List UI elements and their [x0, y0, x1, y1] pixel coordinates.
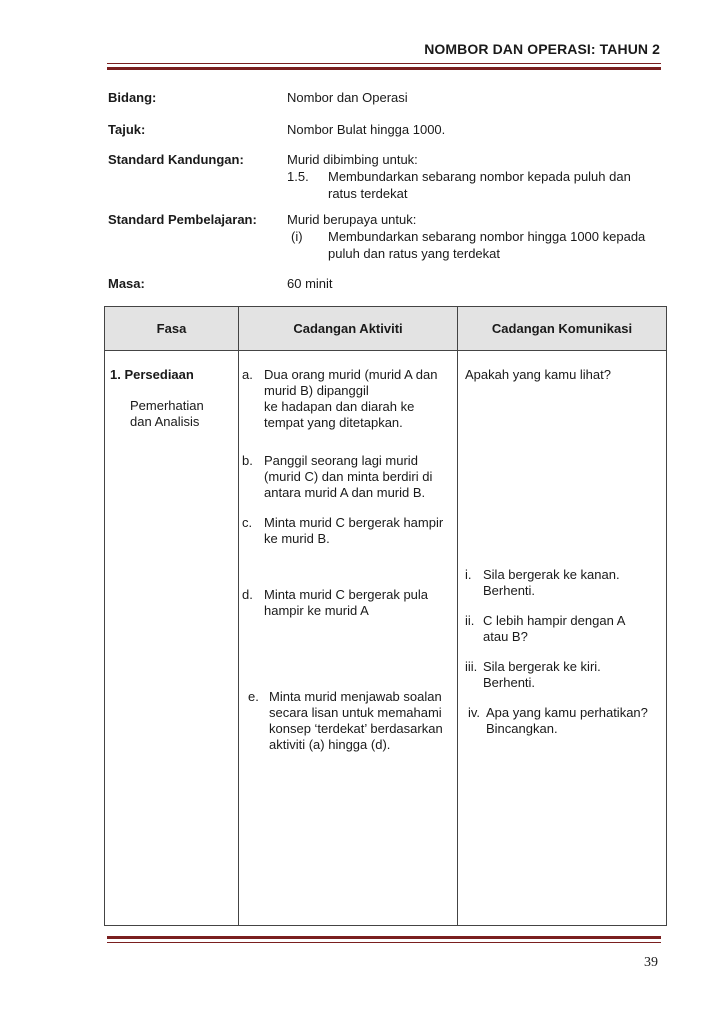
meta-sk-item [287, 168, 677, 202]
meta-sp-line1: Membundarkan sebarang nombor hingga 1000 kepada [328, 229, 646, 244]
aktiviti-c-label: c. [242, 515, 253, 530]
table-row [105, 351, 667, 926]
fasa-sub2: dan Analisis [130, 414, 200, 429]
meta-tajuk-label: Tajuk: [108, 122, 146, 137]
meta-sk-line1: Membundarkan sebarang nombor kepada puluh dan [328, 169, 631, 184]
meta-sk-line2: ratus terdekat [328, 186, 408, 201]
aktiviti-e-line: Minta murid menjawab soalan [269, 689, 442, 704]
komunikasi-iv-label: iv. [468, 705, 481, 720]
aktiviti-b-line: (murid C) dan minta berdiri di [264, 469, 433, 484]
meta-sp-value [287, 211, 677, 262]
header-rule-thick [107, 67, 661, 70]
aktiviti-b-line: Panggil seorang lagi murid [264, 453, 418, 468]
meta-masa-value: 60 minit [287, 276, 333, 291]
footer-rule-thin [107, 942, 661, 943]
aktiviti-b-text [264, 453, 432, 501]
header-fasa: Fasa [105, 307, 239, 351]
aktiviti-d-line: hampir ke murid A [264, 603, 369, 618]
meta-sk-num: 1.5. [287, 169, 309, 184]
aktiviti-c-line: ke murid B. [264, 531, 330, 546]
aktiviti-c-text [264, 515, 443, 547]
komunikasi-iv-line: Bincangkan. [486, 721, 558, 736]
meta-sp-num: (i) [291, 229, 303, 244]
aktiviti-b-label: b. [242, 453, 253, 468]
fasa-sub1: Pemerhatian [130, 398, 204, 413]
komunikasi-ii-text [483, 613, 625, 645]
komunikasi-ii-label: ii. [465, 613, 475, 628]
aktiviti-e-line: secara lisan untuk memahami [269, 705, 442, 720]
komunikasi-intro: Apakah yang kamu lihat? [465, 367, 611, 382]
komunikasi-iii-line: Sila bergerak ke kiri. [483, 659, 601, 674]
fasa-title: 1. Persediaan [110, 367, 194, 382]
page-number: 39 [644, 955, 658, 970]
header-rule-thin [107, 63, 661, 64]
aktiviti-d-label: d. [242, 587, 253, 602]
komunikasi-iii-label: iii. [465, 659, 478, 674]
aktiviti-a-text [264, 367, 437, 431]
aktiviti-a-line: ke hadapan dan diarah ke [264, 399, 415, 414]
meta-sk-label: Standard Kandungan: [108, 152, 244, 167]
aktiviti-e-line: aktiviti (a) hingga (d). [269, 737, 391, 752]
komunikasi-i-line: Sila bergerak ke kanan. [483, 567, 620, 582]
meta-sp-text [328, 228, 677, 262]
komunikasi-iv-text [486, 705, 648, 737]
meta-sp-intro: Murid berupaya untuk: [287, 212, 417, 227]
komunikasi-i-label: i. [465, 567, 472, 582]
meta-sp-item [287, 228, 677, 262]
aktiviti-b-line: antara murid A dan murid B. [264, 485, 426, 500]
aktiviti-e-label: e. [248, 689, 259, 704]
meta-bidang-label: Bidang: [108, 90, 157, 105]
aktiviti-a-line: Dua orang murid (murid A dan [264, 367, 438, 382]
document-header-title: NOMBOR DAN OPERASI: TAHUN 2 [424, 41, 660, 57]
header-cadangan-komunikasi: Cadangan Komunikasi [458, 307, 667, 351]
meta-bidang-value: Nombor dan Operasi [287, 90, 408, 105]
header-cadangan-aktiviti: Cadangan Aktiviti [239, 307, 458, 351]
komunikasi-iii-line: Berhenti. [483, 675, 536, 690]
meta-sk-intro: Murid dibimbing untuk: [287, 152, 418, 167]
meta-masa-label: Masa: [108, 276, 145, 291]
komunikasi-i-line: Berhenti. [483, 583, 536, 598]
footer-rule-thick [107, 936, 661, 939]
meta-sk-value [287, 151, 677, 202]
fasa-cell [105, 351, 239, 926]
lesson-plan-table [104, 306, 667, 926]
meta-sk-text [328, 168, 677, 202]
komunikasi-i-text [483, 567, 620, 599]
aktiviti-d-line: Minta murid C bergerak pula [264, 587, 429, 602]
komunikasi-iii-text [483, 659, 601, 691]
meta-tajuk-value: Nombor Bulat hingga 1000. [287, 122, 446, 137]
aktiviti-d-text [264, 587, 428, 619]
table-header-row [105, 307, 667, 351]
komunikasi-iv-line: Apa yang kamu perhatikan? [486, 705, 648, 720]
aktiviti-a-label: a. [242, 367, 253, 382]
komunikasi-cell [458, 351, 667, 926]
aktiviti-e-line: konsep ‘terdekat’ berdasarkan [269, 721, 443, 736]
aktiviti-e-text [269, 689, 443, 753]
aktiviti-cell [239, 351, 458, 926]
aktiviti-a-line: murid B) dipanggil [264, 383, 369, 398]
komunikasi-ii-line: atau B? [483, 629, 528, 644]
aktiviti-c-line: Minta murid C bergerak hampir [264, 515, 444, 530]
aktiviti-a-line: tempat yang ditetapkan. [264, 415, 403, 430]
meta-sp-label: Standard Pembelajaran: [108, 212, 257, 227]
komunikasi-ii-line: C lebih hampir dengan A [483, 613, 626, 628]
meta-sp-line2: puluh dan ratus yang terdekat [328, 246, 501, 261]
